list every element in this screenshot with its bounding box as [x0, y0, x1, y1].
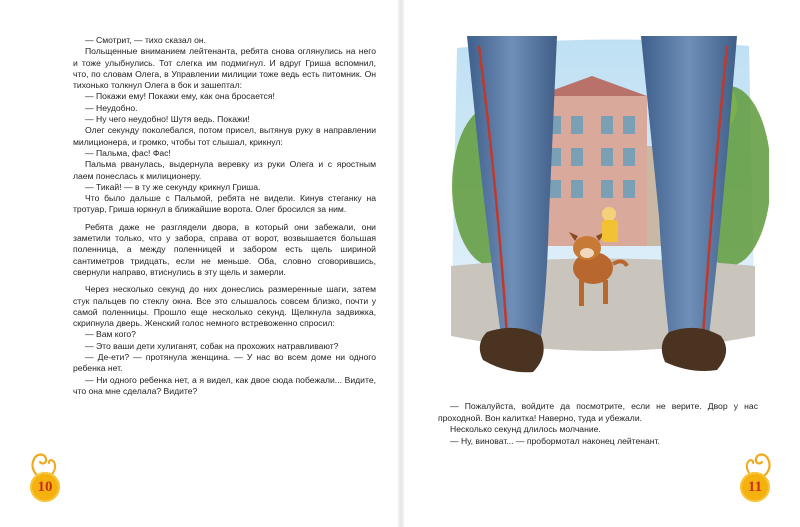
paragraph: — Смотрит, — тихо сказал он.: [85, 35, 207, 45]
paragraph: — Неудобно.: [85, 102, 138, 113]
page-number: 11: [740, 472, 770, 502]
paragraph: — Ну, виноват... — пробормотал наконец лейтенант.: [450, 435, 660, 446]
paragraph: Олег секунду поколебался, потом присел, вытянув руку в направлении милиционера, и громко, чтобы тот слышал, крикнул:: [73, 125, 376, 147]
right-page-text: [438, 401, 758, 447]
left-page: [0, 0, 398, 527]
paragraph: — Вам кого?: [85, 329, 136, 340]
paragraph: — Пальма, фас! Фас!: [85, 147, 171, 158]
paragraph: Пальма рванулась, выдернула веревку из руки Олега и с яростным лаем понеслась к милиционеру.: [73, 159, 376, 181]
paragraph: — Покажи ему! Покажи ему, как она бросается!: [85, 91, 275, 102]
paragraph: Польщенные вниманием лейтенанта, ребята снова оглянулись на него и тоже улыбнулись. Тот слегка им подмигнул. И вдруг Гриша вспомнил, что, по словам Олега, в Управлении милиции тоже ведь есть питомник. Он тихонько толкнул Олега в бок и зашептал:: [73, 46, 376, 91]
paragraph: — Ну чего неудобно! Шутя ведь. Покажи!: [85, 114, 250, 125]
paragraph: Через несколько секунд до них донеслись размеренные шаги, затем стук пальцев по стеклу окна. Все это слышалось совсем близко, почти у самой поленницы. Прошло еще несколько секунд. Щелкнула задвижка, скрипнула дверь. Женский голос немного встревоженно спросил:: [73, 284, 376, 329]
left-page-text: [73, 35, 376, 397]
paragraph: — Ни одного ребенка нет, а я видел, как двое сюда побежали... Видите, что она мне сделала? Видите?: [73, 374, 376, 396]
paragraph: — Де-ети? — протянула женщина. — У нас во всем доме ни одного ребенка нет.: [73, 352, 376, 374]
paragraph: — Это ваши дети хулиганят, собак на прохожих натравливают?: [85, 340, 339, 351]
paragraph: — Тикай! — в ту же секунду крикнул Гриша.: [85, 181, 261, 192]
right-page: [404, 0, 800, 527]
page-number: 10: [30, 472, 60, 502]
paragraph: — Пожалуйста, войдите да посмотрите, если не верите. Двор у нас проходной. Вон калитка! Наверно, туда и убежали.: [438, 401, 758, 423]
paragraph: Ребята даже не разглядели двора, в который они забежали, они заметили только, что у забора, справа от ворот, возвышается большая поленница, а между поленницей и забором есть щель шириной сантиметров тридцать, если не меньше. Оба, словно сговорившись, свернули направо, втиснулись в эту щель и замерли.: [73, 221, 376, 277]
paragraph: Несколько секунд длилось молчание.: [450, 424, 601, 435]
paragraph: Что было дальше с Пальмой, ребята не видели. Кинув стеганку на тротуар, Гриша юркнул в ближайшие ворота. Олег бросился за ним.: [73, 193, 376, 215]
illustration-policeman-legs-dog: [437, 36, 769, 394]
